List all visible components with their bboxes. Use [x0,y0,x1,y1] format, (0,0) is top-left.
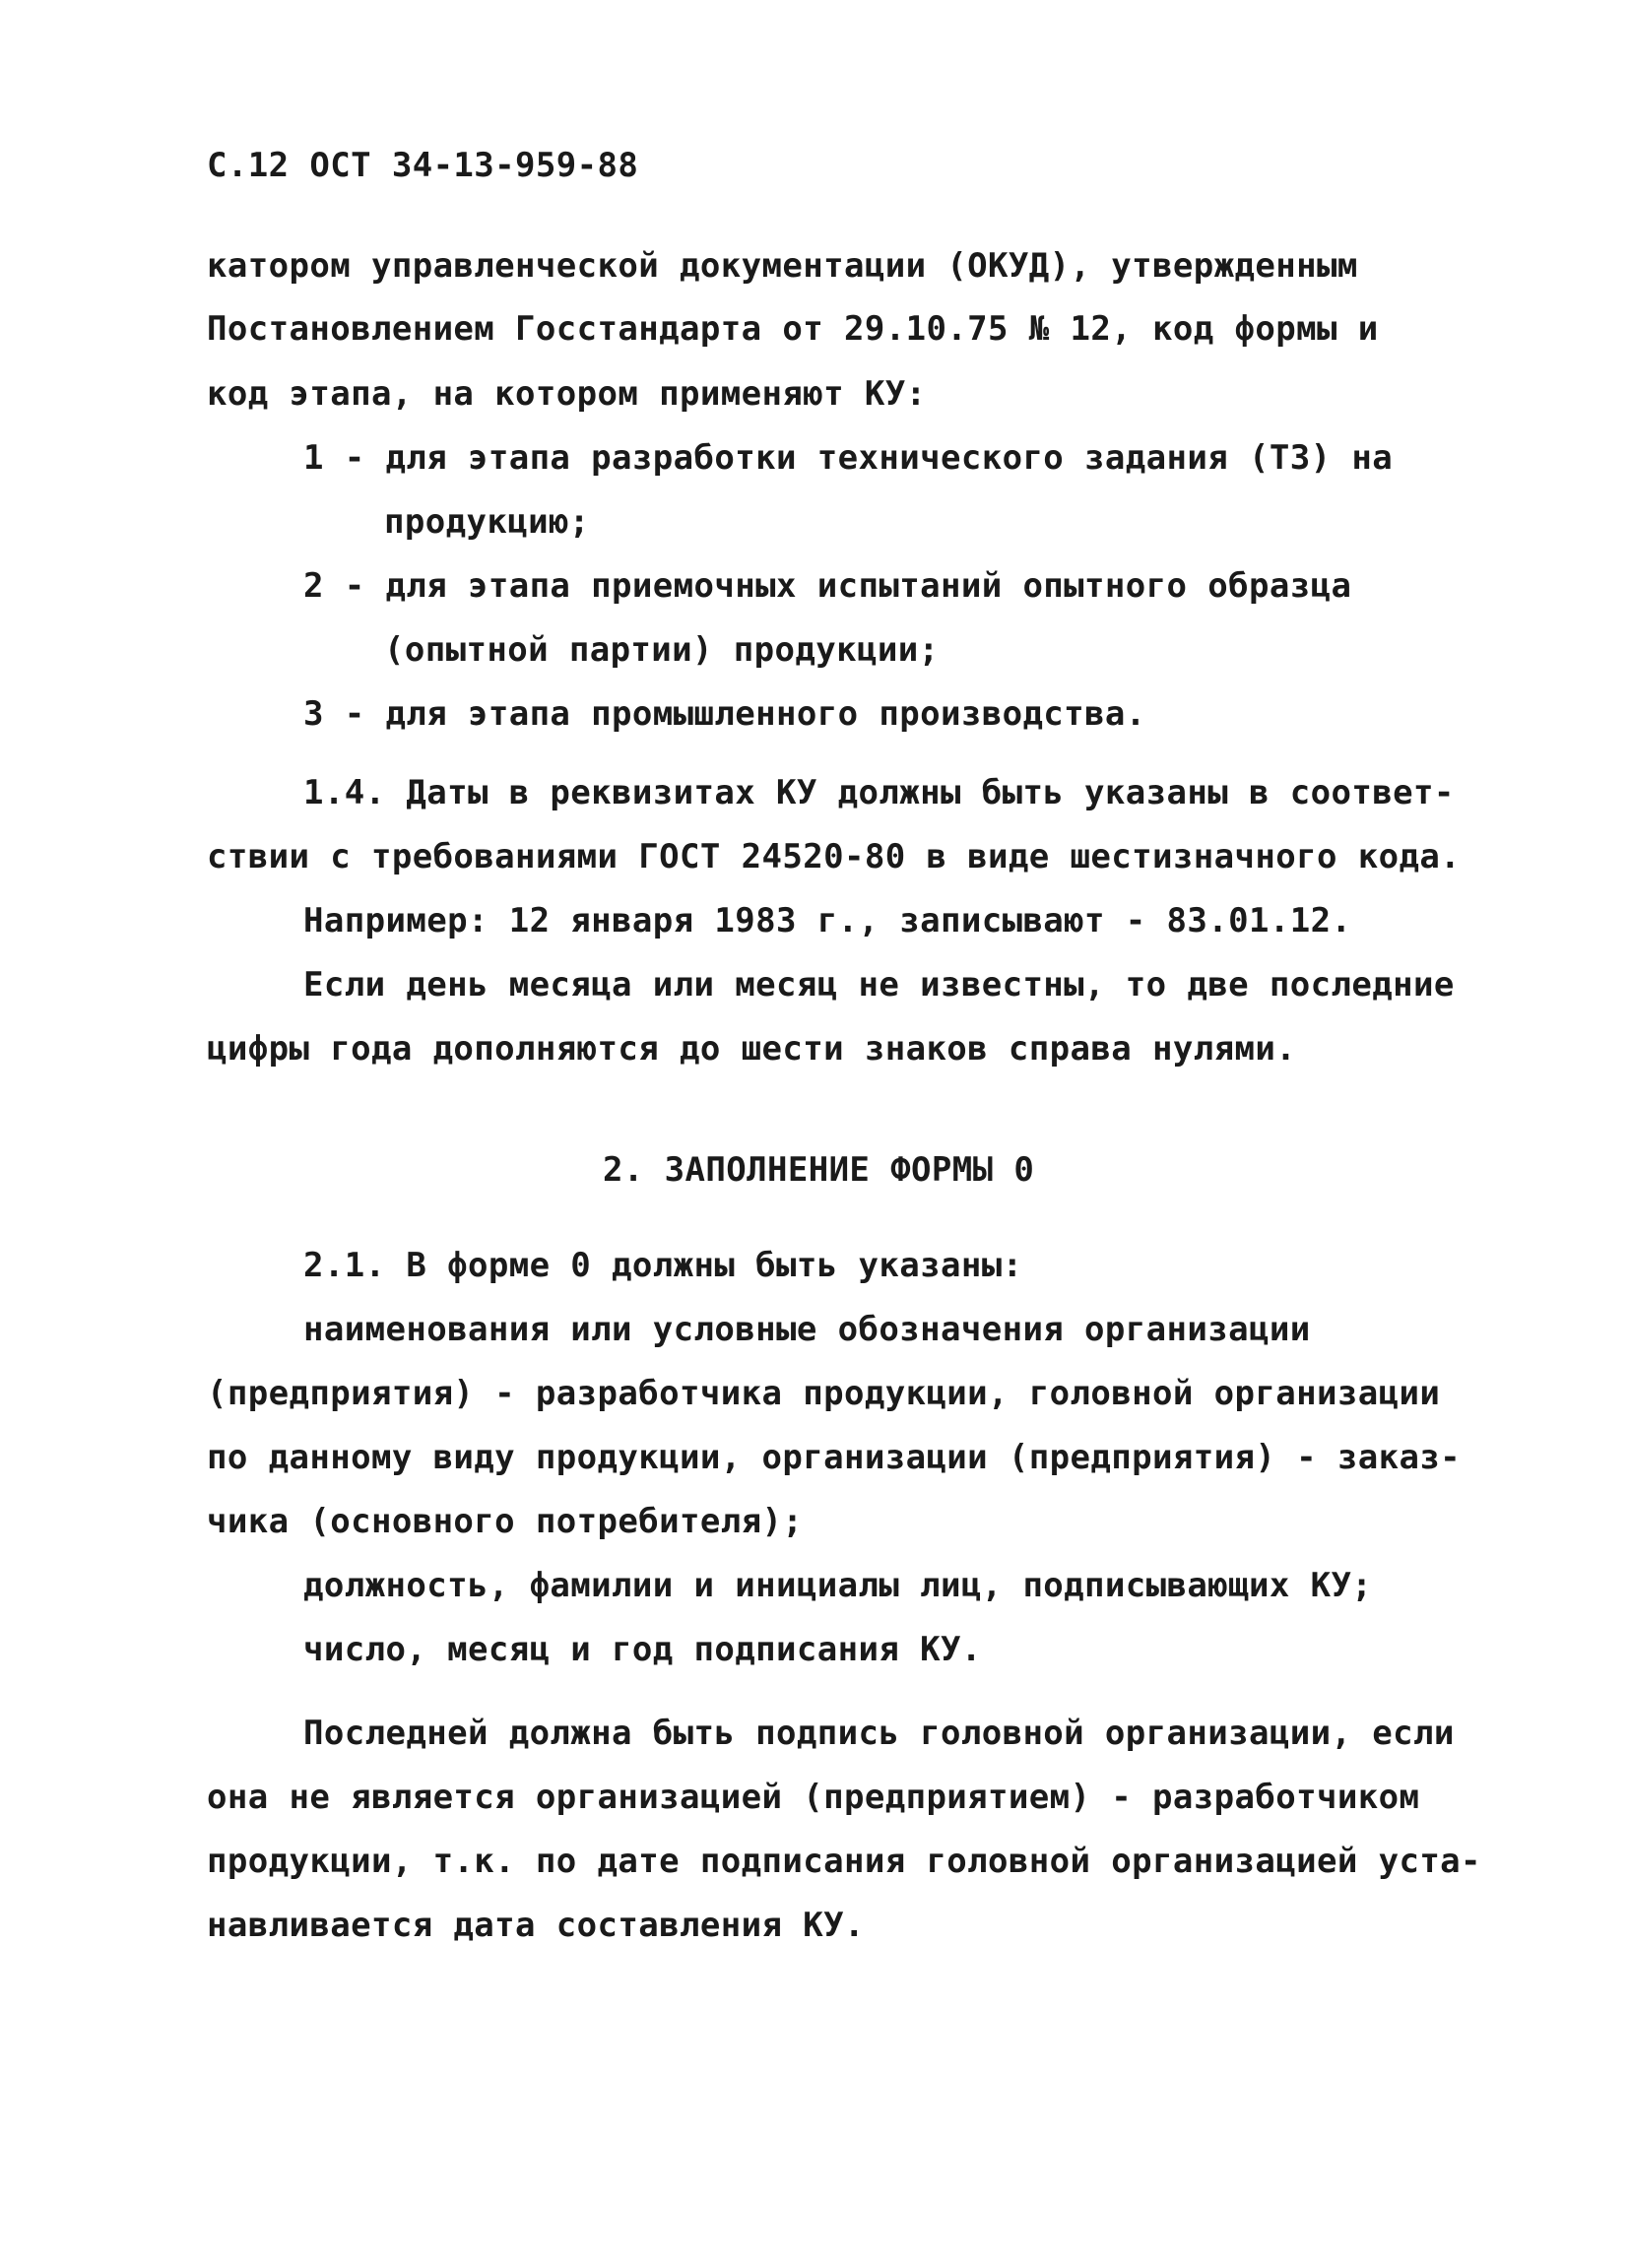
clause-1-4-line: Если день месяца или месяц не известны, то две последние [303,965,1455,1004]
clause-1-4-line: ствии с требованиями ГОСТ 24520-80 в виде шестизначного кода. [207,837,1462,876]
clause-2-1-line: по данному виду продукции, организации (предприятия) - заказ- [207,1438,1462,1477]
page-header: С.12 ОСТ 34-13-959-88 [207,146,639,185]
closing-line: продукции, т.к. по дате подписания головной организацией уста- [207,1842,1481,1881]
clause-1-4-line: цифры года дополняются до шести знаков справа нулями. [207,1029,1297,1069]
clause-2-1-line: должность, фамилии и инициалы лиц, подписывающих КУ; [303,1566,1373,1605]
stage-item: 3 - для этапа промышленного производства. [303,694,1146,734]
clause-2-1-line: число, месяц и год подписания КУ. [303,1630,982,1669]
stage-item-continuation: продукцию; [384,502,590,542]
stage-item: 2 - для этапа приемочных испытаний опытного образца [303,566,1352,606]
clause-2-1-line: наименования или условные обозначения организации [303,1310,1311,1349]
stage-item: 1 - для этапа разработки технического задания (ТЗ) на [303,438,1394,478]
stage-item-continuation: (опытной партии) продукции; [384,630,940,670]
section-title: 2. ЗАПОЛНЕНИЕ ФОРМЫ 0 [603,1150,1035,1190]
closing-line: навливается дата составления КУ. [207,1906,865,1945]
intro-line: катором управленческой документации (ОКУД), утвержденным [207,246,1358,286]
clause-1-4-line: 1.4. Даты в реквизитах КУ должны быть указаны в соответ- [303,773,1455,812]
clause-2-1-line: 2.1. В форме 0 должны быть указаны: [303,1246,1023,1285]
closing-line: Последней должна быть подпись головной организации, если [303,1714,1455,1753]
intro-line: Постановлением Госстандарта от 29.10.75 № 12, код формы и [207,309,1379,349]
intro-line: код этапа, на котором применяют КУ: [207,374,927,414]
clause-1-4-line: Например: 12 января 1983 г., записывают - 83.01.12. [303,901,1352,940]
clause-2-1-line: (предприятия) - разработчика продукции, головной организации [207,1374,1441,1413]
closing-line: она не является организацией (предприятием) - разработчиком [207,1778,1420,1817]
clause-2-1-line: чика (основного потребителя); [207,1502,804,1541]
